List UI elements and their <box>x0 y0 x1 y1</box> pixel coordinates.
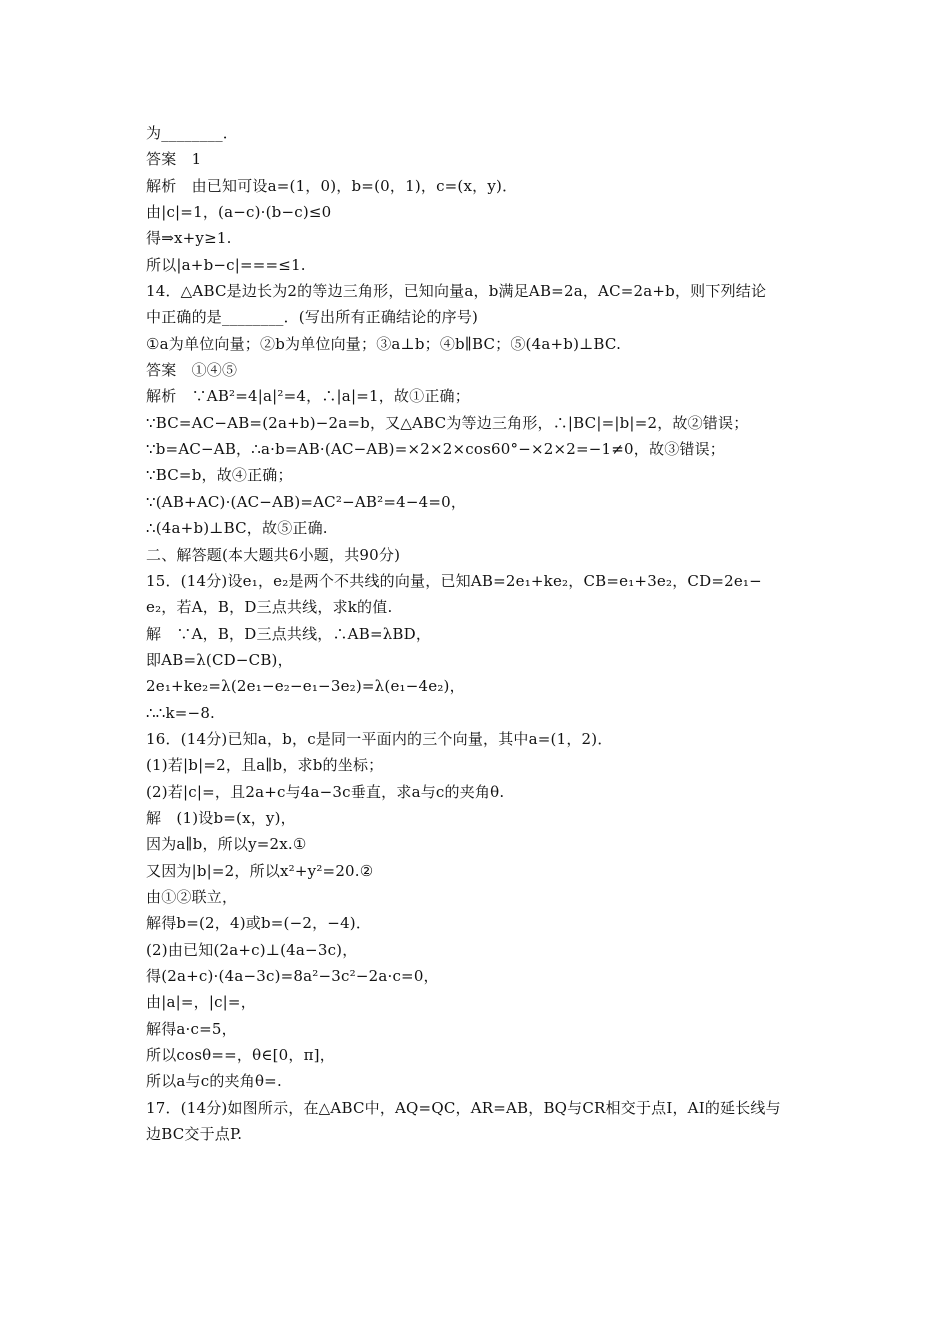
text-line: 即AB=λ(CD−CB)， <box>146 650 293 669</box>
text-line: 因为a∥b，所以y=2x.① <box>146 835 307 854</box>
text-line: 由①②联立， <box>146 887 238 906</box>
text-line: 16．(14分)已知a，b，c是同一平面内的三个向量，其中a=(1，2)． <box>146 729 613 748</box>
text-line: 解 ∵A，B，D三点共线，∴AB=λBD， <box>146 624 432 643</box>
text-line: (2)若|c|=，且2a+c与4a−3c垂直，求a与c的夹角θ. <box>146 782 505 801</box>
document-text <box>146 120 846 1147</box>
text-line: ∵(AB+AC)·(AC−AB)=AC²−AB²=4−4=0， <box>146 492 467 511</box>
text-line: 所以cosθ==，θ∈[0，π]， <box>146 1046 335 1065</box>
text-line: 解析 ∵AB²=4|a|²=4，∴|a|=1，故①正确； <box>146 387 470 406</box>
text-line: ∴∴k=−8. <box>146 703 216 722</box>
text-line: 解析 由已知可设a=(1，0)，b=(0，1)，c=(x，y)． <box>146 176 518 195</box>
text-line: 由|c|=1，(a−c)·(b−c)≤0 <box>146 203 332 222</box>
text-line: ①a为单位向量；②b为单位向量；③a⊥b；④b∥BC；⑤(4a+b)⊥BC. <box>146 334 622 353</box>
text-line: e₂，若A，B，D三点共线，求k的值. <box>146 598 393 617</box>
text-line: ∴(4a+b)⊥BC，故⑤正确. <box>146 519 328 538</box>
text-line: 又因为|b|=2，所以x²+y²=20.② <box>146 861 374 880</box>
text-line: 17．(14分)如图所示，在△ABC中，AQ=QC，AR=AB，BQ与CR相交于点I，AI的延长线与 <box>146 1098 781 1117</box>
text-line: (2)由已知(2a+c)⊥(4a−3c)， <box>146 940 358 959</box>
text-line: 15．(14分)设e₁，e₂是两个不共线的向量，已知AB=2e₁+ke₂，CB=e₁+3e₂，CD=2e₁− <box>146 571 762 590</box>
text-line: (1)若|b|=2，且a∥b，求b的坐标； <box>146 756 384 775</box>
text-line: 得(2a+c)·(4a−3c)=8a²−3c²−2a·c=0， <box>146 967 439 985</box>
section-heading: 二、解答题(本大题共6小题，共90分) <box>146 545 401 564</box>
text-line: 得⇒x+y≥1. <box>146 229 232 248</box>
text-line: 边BC交于点P. <box>146 1125 243 1144</box>
text-line: 答案 1 <box>146 150 202 169</box>
text-line: ∵BC=AC−AB=(2a+b)−2a=b，又△ABC为等边三角形，∴|BC|=|b|=2，故②错误； <box>146 413 749 432</box>
text-line: 14．△ABC是边长为2的等边三角形，已知向量a，b满足AB=2a，AC=2a+b，则下列结论 <box>146 282 767 301</box>
text-line: ∵b=AC−AB，∴a·b=AB·(AC−AB)=×2×2×cos60°−×2×2=−1≠0，故③错误； <box>146 440 725 459</box>
text-line: 解得a·c=5， <box>146 1019 237 1038</box>
text-line: 解得b=(2，4)或b=(−2，−4)． <box>146 914 372 933</box>
text-line: 中正确的是________．(写出所有正确结论的序号) <box>146 308 479 327</box>
text-line: 为________． <box>146 124 239 142</box>
text-line: 解 (1)设b=(x，y)， <box>146 808 296 827</box>
text-line: 由|a|=，|c|=， <box>146 993 256 1012</box>
text-line: 2e₁+ke₂=λ(2e₁−e₂−e₁−3e₂)=λ(e₁−4e₂)， <box>146 677 465 696</box>
text-line: 所以a与c的夹角θ=. <box>146 1072 282 1091</box>
text-line: ∵BC=b，故④正确； <box>146 466 293 485</box>
text-line: 答案 ①④⑤ <box>146 361 238 380</box>
text-line: 所以|a+b−c|===≤1. <box>146 255 306 274</box>
